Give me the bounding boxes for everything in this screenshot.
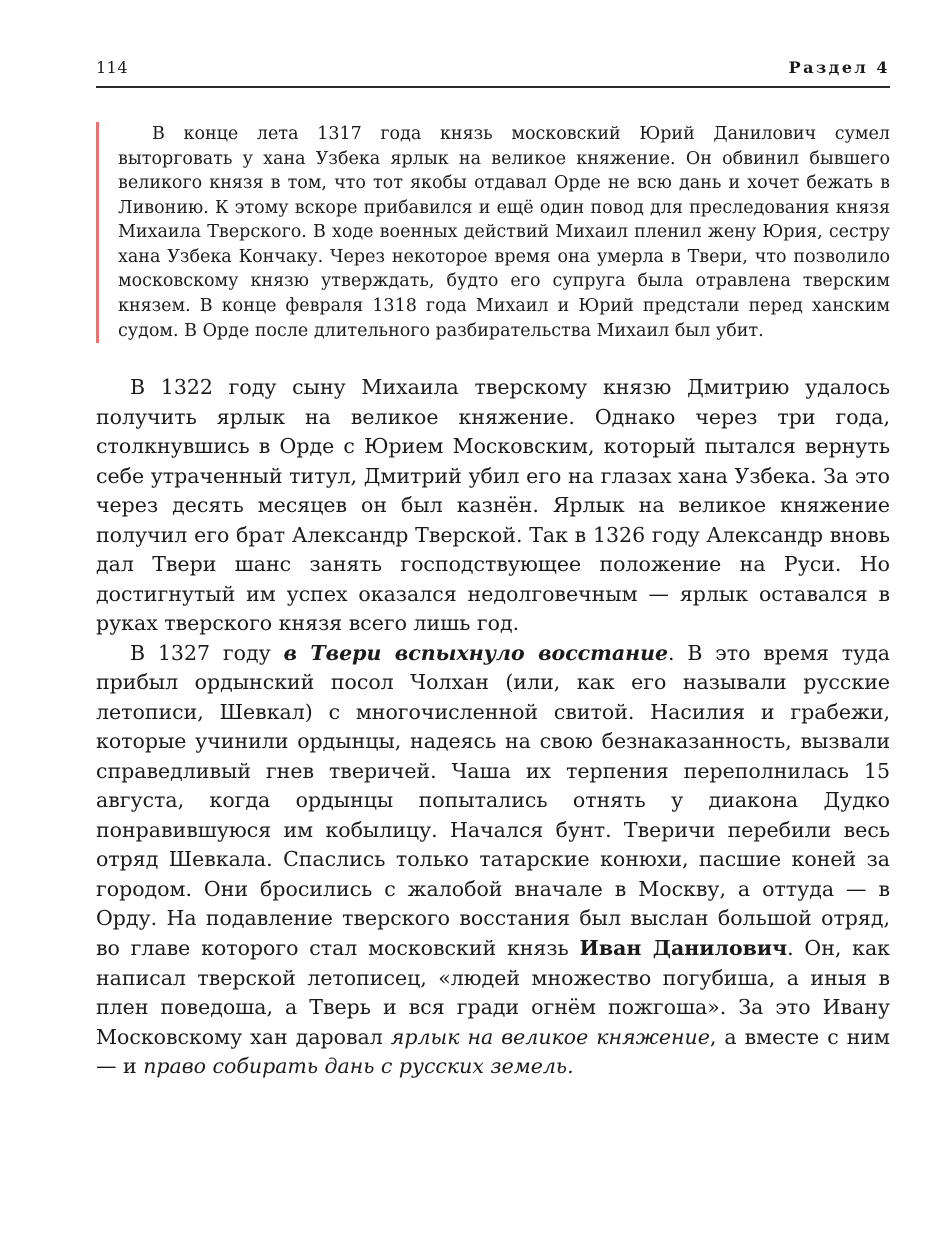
text-run: ярлык на великое княжение [390,1024,710,1049]
page-header [96,58,890,77]
paragraph [96,373,890,639]
section-label: Раздел 4 [788,58,890,77]
paragraph [96,639,890,1082]
text-run: . В это время туда прибыл ордынский посол Чолхан (или, как его называли русские летописи, Шевкал) с многочисленной свитой. Насилия и грабежи, которые учинили ордынцы, надеясь на свою безнаказанность, вызвали справедливый гнев тверичей. Чаша их терпения переполнилась 15 августа, когда ордынцы попытались отнять у диакона Дудко понравившуюся им кобылицу. Начался бунт. Тверичи перебили весь отряд Шевкала. Спаслись только татарские конюхи, пасшие коней за городом. Они бросились с жалобой вначале в Москву, а оттуда — в Орду. На подавление тверского восстания был выслан большой отряд, во главе которого стал московский князь [96,640,890,960]
blockquote [96,122,890,343]
text-run: В конце лета 1317 года князь московский Юрий Данилович сумел выторговать у хана Узбека ярлык на великое княжение. Он обвинил бывшего великого князя в том, что тот якобы отдавал Орде не всю дань и хочет бежать в Ливонию. К этому вскоре прибавился и ещё один повод для преследования князя Михаила Тверского. В ходе военных действий Михаил пленил жену Юрия, сестру хана Узбека Кончаку. Через некоторое время она умерла в Твери, что позволило московскому князю утверждать, будто его супруга была отравлена тверским князем. В конце февраля 1318 года Михаил и Юрий предстали перед ханским судом. В Орде после длительного разбирательства Михаил был убит. [118,124,890,341]
text-run: В 1322 году сыну Михаила тверскому князю Дмитрию удалось получить ярлык на великое княжение. Однако через три года, столкнувшись в Орде с Юрием Московским, который пытался вернуть себе утраченный титул, Дмитрий убил его на глазах хана Узбека. За это через десять месяцев он был казнён. Ярлык на великое княжение получил его брат Александр Тверской. Так в 1326 году Александр вновь дал Твери шанс занять господствующее положение на Руси. Но достигнутый им успех оказался недолговечным — ярлык оставался в руках тверского князя всего лишь год. [96,375,890,636]
text-run: в Твери вспыхнуло восстание [283,640,669,665]
text-run: В 1327 году [130,640,284,665]
header-rule [96,86,890,88]
text-run: право собирать дань с русских земель. [143,1054,574,1079]
text-run: . Он, как написал тверской летописец, «людей множество погубиша, а иныя в плен поведоша, а Тверь и вся гради огнём пожгоша». За это Ивану Московскому хан даровал [96,936,890,1049]
text-run: Иван Данилович [579,936,788,960]
page-number: 114 [96,58,129,77]
blockquote-paragraph [118,122,890,343]
text-run: , а вместе с ним — и [96,1024,890,1079]
body-text [96,373,890,1081]
